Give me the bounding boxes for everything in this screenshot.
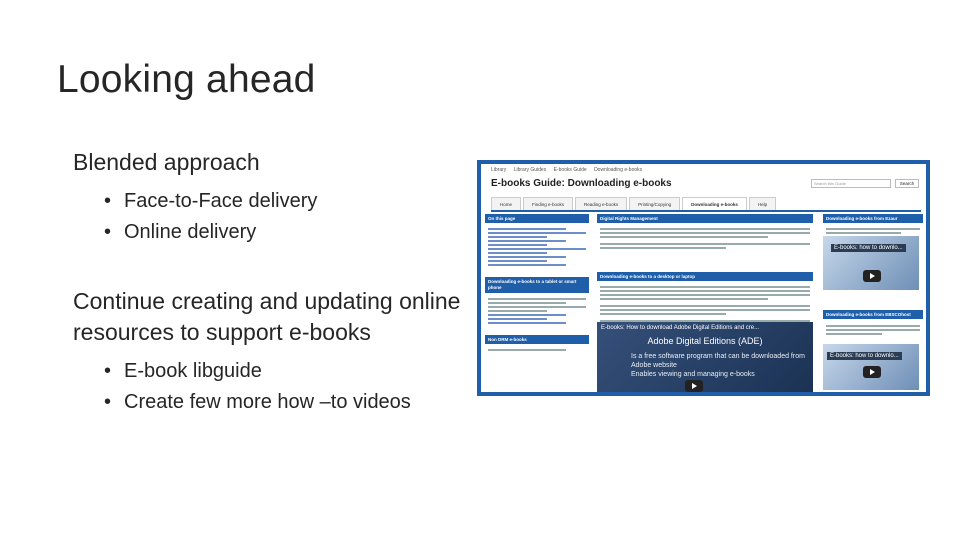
box-header: Digital Rights Management bbox=[597, 214, 813, 223]
box-header: Non DRM e-books bbox=[485, 335, 589, 344]
video-player-ebscohost[interactable] bbox=[823, 344, 919, 390]
slide-title: Looking ahead bbox=[57, 58, 316, 101]
video-title: E-books: how to downlo... bbox=[827, 352, 902, 360]
play-icon[interactable] bbox=[685, 380, 703, 392]
breadcrumb-item[interactable]: E-books Guide bbox=[553, 167, 587, 173]
search-button[interactable]: Search bbox=[895, 179, 919, 188]
video-player-main[interactable] bbox=[597, 322, 813, 396]
video-bullet: Is a free software program that can be downloaded from Adobe website bbox=[631, 353, 805, 369]
bullet-continue-creating: Continue creating and updating online resources to support e-books bbox=[73, 288, 461, 345]
bullet-blended-approach: Blended approach bbox=[73, 149, 260, 175]
sub-bullets-2 bbox=[73, 356, 463, 418]
slide-content bbox=[73, 147, 463, 418]
tab-printing[interactable]: Printing/Copying bbox=[629, 197, 680, 210]
video-title: E-books: how to downlo... bbox=[831, 244, 906, 252]
sub-bullet: • Face-to-Face delivery bbox=[104, 186, 463, 217]
middle-column bbox=[597, 214, 813, 331]
video-title: E-books: How to download Adobe Digital Editions and cre... bbox=[601, 325, 760, 331]
breadcrumb-item[interactable]: Library Guides bbox=[513, 167, 547, 173]
play-icon[interactable] bbox=[863, 366, 881, 378]
breadcrumb bbox=[491, 167, 648, 173]
box-header: On this page bbox=[485, 214, 589, 223]
guide-title: E-books Guide: Downloading e-books bbox=[491, 178, 672, 189]
video-heading: Adobe Digital Editions (ADE) bbox=[647, 336, 763, 346]
video-player-ezaur[interactable] bbox=[823, 236, 919, 290]
guide-tabs bbox=[491, 197, 921, 212]
sub-bullet: • Create few more how –to videos bbox=[104, 387, 463, 418]
tab-reading[interactable]: Reading e-books bbox=[575, 197, 627, 210]
tab-finding[interactable]: Finding e-books bbox=[523, 197, 573, 210]
search-input[interactable]: Search this Guide bbox=[811, 179, 891, 188]
sub-bullet: • E-book libguide bbox=[104, 356, 463, 387]
box-header: Downloading e-books from Ezaur bbox=[823, 214, 923, 223]
breadcrumb-item[interactable]: Library bbox=[491, 167, 507, 173]
tab-help[interactable]: Help bbox=[749, 197, 776, 210]
tab-downloading[interactable]: Downloading e-books bbox=[682, 197, 747, 210]
tab-home[interactable]: Home bbox=[491, 197, 521, 210]
video-bullet: Enables viewing and managing e-books bbox=[631, 371, 755, 378]
box-header: Downloading e-books to a desktop or laptop bbox=[597, 272, 813, 281]
sub-bullet: • Online delivery bbox=[104, 217, 463, 248]
video-bullets bbox=[631, 352, 813, 379]
left-column bbox=[485, 214, 589, 356]
box-header: Downloading e-books to a tablet or smart phone bbox=[485, 277, 589, 293]
sub-bullets-1 bbox=[73, 186, 463, 248]
play-icon[interactable] bbox=[863, 270, 881, 282]
box-header: Downloading e-books from EBSCOhost bbox=[823, 310, 923, 319]
breadcrumb-item: Downloading e-books bbox=[594, 167, 643, 173]
libguide-screenshot bbox=[477, 160, 930, 396]
